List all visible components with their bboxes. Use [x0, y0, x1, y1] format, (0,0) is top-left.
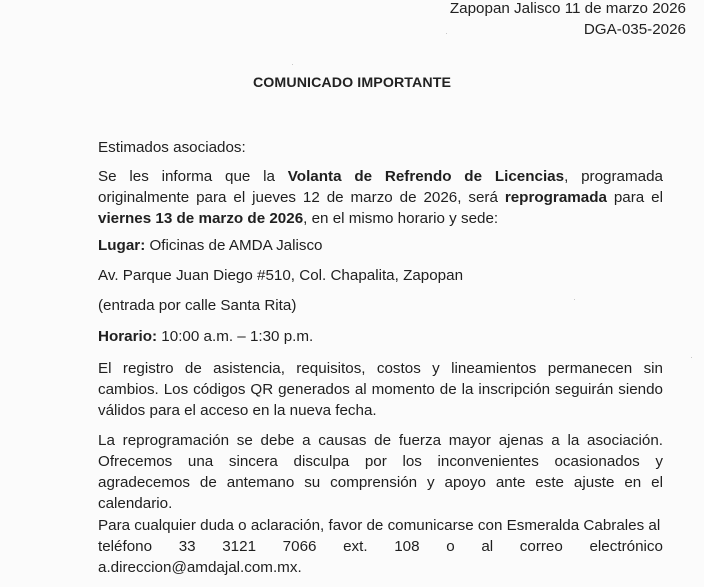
intro-text-1: Se les informa que la: [98, 168, 288, 185]
venue-label: Lugar:: [98, 237, 146, 254]
schedule-value: 10:00 a.m. – 1:30 p.m.: [157, 328, 314, 345]
contact-paragraph: [98, 515, 663, 578]
reference-number: DGA-035-2026: [583, 21, 686, 38]
status-reprogrammed: reprogramada: [504, 189, 607, 206]
venue-address: Av. Parque Juan Diego #510, Col. Chapalita, Zapopan: [98, 267, 464, 284]
contact-line-3: [98, 557, 663, 578]
phone-extension: 108: [394, 538, 420, 555]
place-date: Zapopan Jalisco 11 de marzo 2026: [449, 0, 686, 17]
registration-text: El registro de asistencia, requisitos, costos y lineamientos permanecen sin cambios. Los códigos QR generados al momento de la inscripción seguirán siendo válidos para el acceso en la nueva fecha.: [98, 360, 663, 419]
contact-word: al: [481, 538, 494, 555]
schedule-line: [98, 326, 663, 347]
contact-word: ext.: [343, 538, 368, 555]
contact-line-2: [98, 536, 663, 557]
venue-value: Oficinas de AMDA Jalisco: [145, 237, 323, 254]
contact-word: electrónico: [589, 538, 663, 555]
greeting: Estimados asociados:: [98, 139, 246, 156]
contact-word: o: [446, 538, 455, 555]
scan-speck: [446, 33, 447, 34]
venue-entrance: (entrada por calle Santa Rita): [98, 297, 297, 314]
document-title: COMUNICADO IMPORTANTE: [252, 75, 452, 91]
scan-speck: [292, 64, 293, 65]
schedule-label: Horario:: [98, 328, 158, 345]
letter-header: [450, 0, 686, 40]
venue-line: [98, 235, 663, 256]
intro-text-3: para el: [606, 189, 663, 206]
phone-part-2: 7066: [282, 538, 317, 555]
contact-line-1: Para cualquier duda o aclaración, favor de comunicarse con Esmeralda Cabrales al: [98, 517, 661, 534]
phone-area-code: 33: [178, 538, 196, 555]
reason-text: La reprogramación se debe a causas de fuerza mayor ajenas a la asociación. Ofrecemos una sincera disculpa por los inconvenientes ocasionados y agradecemos de antemano su comprensión y apoyo ante este ajuste en el calendario.: [98, 432, 663, 512]
new-date: viernes 13 de marzo de 2026: [98, 210, 304, 227]
contact-word: teléfono: [98, 538, 153, 555]
intro-paragraph: [98, 166, 663, 229]
reason-paragraph: [98, 430, 663, 514]
intro-text-4: , en el mismo horario y sede:: [303, 210, 499, 227]
intro-text-2: , programada originalmente para el jueves 12 de marzo de 2026, será: [98, 168, 663, 206]
registration-paragraph: [98, 358, 663, 421]
scan-speck: [691, 357, 692, 358]
scan-speck: [574, 299, 575, 300]
phone-part-1: 3121: [222, 538, 257, 555]
email-period: .: [297, 559, 302, 576]
contact-email: a.direccion@amdajal.com.mx: [98, 559, 298, 576]
event-name: Volanta de Refrendo de Licencias: [287, 168, 565, 185]
contact-word: correo: [519, 538, 563, 555]
